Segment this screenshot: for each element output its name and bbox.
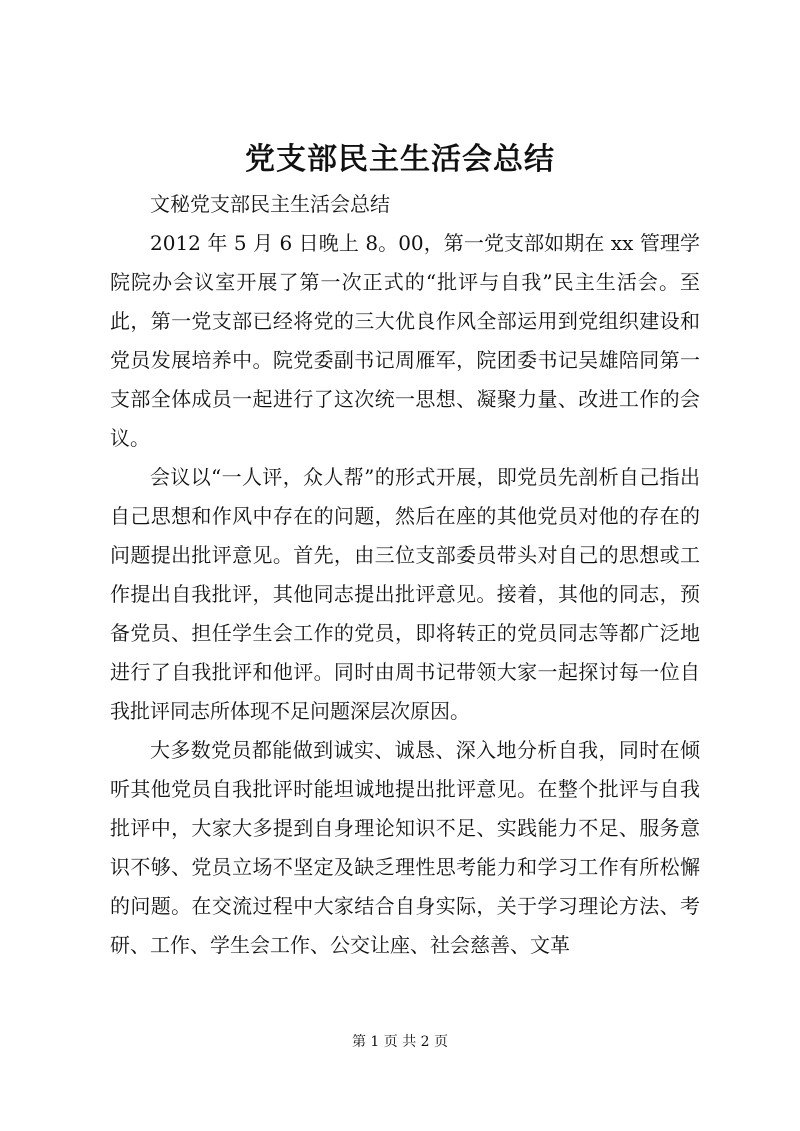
subtitle-paragraph: 文秘党支部民主生活会总结: [150, 192, 390, 216]
document-body: [110, 185, 700, 965]
paragraph-2: 会议以“一人评，众人帮”的形式开展，即党员先剖析自己指出自己思想和作风中存在的问题，然后在座的其他党员对他的存在的问题提出批评意见。首先，由三位支部委员带头对自己的思想或工作提出自我批评，其他同志提出批评意见。接着，其他的同志，预备党员、担任学生会工作的党员，即将转正的党员同志等都广泛地进行了自我批评和他评。同时由周书记带领大家一起探讨每一位自我批评同志所体现不足问题深层次原因。: [110, 465, 700, 723]
document-title: 党支部民主生活会总结: [245, 142, 555, 177]
page-footer: 第 1 页 共 2 页: [351, 1034, 449, 1050]
paragraph-3: 大多数党员都能做到诚实、诚恳、深入地分析自我，同时在倾听其他党员自我批评时能坦诚地提出批评意见。在整个批评与自我批评中，大家大多提到自身理论知识不足、实践能力不足、服务意识不够、党员立场不坚定及缺乏理性思考能力和学习工作有所松懈的问题。在交流过程中大家结合自身实际，关于学习理论方法、考研、工作、学生会工作、公交让座、社会慈善、文革: [110, 738, 700, 957]
paragraph-1: 2012 年 5 月 6 日晚上 8。00，第一党支部如期在 xx 管理学院院办会议室开展了第一次正式的“批评与自我”民主生活会。至此，第一党支部已经将党的三大优良作风全部运用到党组织建设和党员发展培养中。院党委副书记周雁军，院团委书记吴雄陪同第一支部全体成员一起进行了这次统一思想、凝聚力量、改进工作的会议。: [110, 231, 700, 450]
